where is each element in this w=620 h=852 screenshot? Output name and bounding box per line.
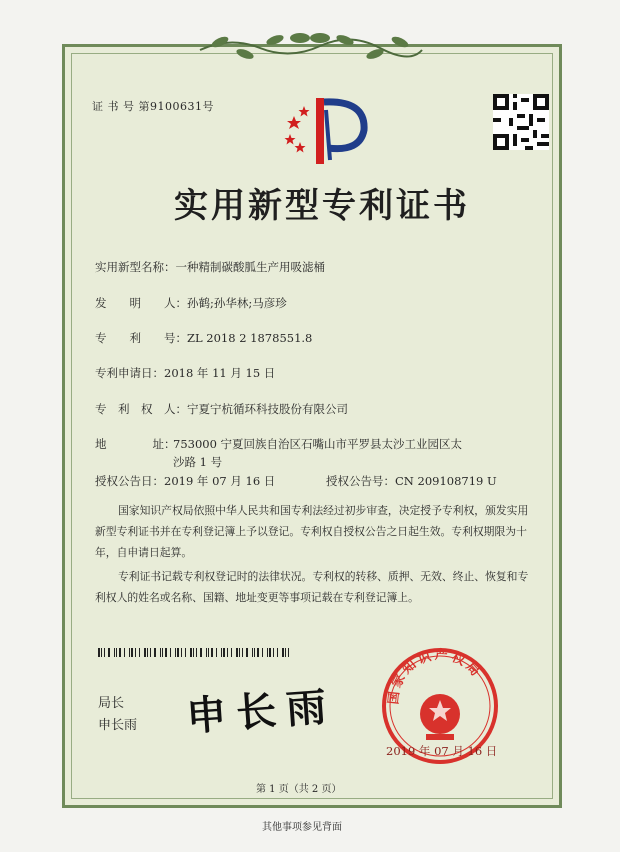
field-label: 实用新型名称： bbox=[95, 260, 176, 274]
barcode-bar bbox=[211, 648, 213, 657]
field-grant-date bbox=[95, 473, 275, 489]
field-patent-number bbox=[95, 330, 312, 346]
barcode-bar bbox=[273, 648, 274, 657]
qr-code-icon bbox=[493, 94, 549, 150]
field-value: 一种精制碳酸胍生产用吸滤桶 bbox=[175, 260, 325, 274]
paragraph-line: 国家知识产权局依照中华人民共和国专利法经过初步审查，决定授予专利权，颁发实用 bbox=[118, 504, 529, 517]
barcode-bar bbox=[288, 648, 289, 657]
certificate-title: 实用新型专利证书 bbox=[174, 186, 470, 226]
field-value: 宁夏宁杭循环科技股份有限公司 bbox=[187, 402, 348, 416]
field-utility-model-name bbox=[95, 259, 325, 275]
barcode-bar bbox=[196, 648, 197, 657]
barcode-bar bbox=[257, 648, 259, 657]
barcode-bar bbox=[193, 648, 194, 657]
barcode-bar bbox=[208, 648, 209, 657]
paragraph-line: 年，自申请日起算。 bbox=[95, 546, 193, 559]
barcode-bar bbox=[221, 648, 222, 657]
barcode-bar bbox=[131, 648, 133, 657]
barcode-bar bbox=[223, 648, 225, 657]
field-label: 专 利 权 人： bbox=[95, 402, 187, 416]
patent-office-logo-icon bbox=[280, 90, 376, 170]
barcode-bar bbox=[185, 648, 186, 657]
field-patentee bbox=[95, 401, 348, 417]
field-label: 授权公告日： bbox=[95, 474, 164, 488]
barcode-bar bbox=[227, 648, 228, 657]
barcode-bar bbox=[162, 648, 163, 657]
barcode-bar bbox=[101, 648, 102, 657]
page-indicator: 第 1 页（共 2 页） bbox=[256, 784, 342, 795]
field-publication-number bbox=[326, 473, 497, 489]
field-address-line1: 753000 宁夏回族自治区石嘴山市平罗县太沙工业园区太 bbox=[173, 437, 463, 451]
field-application-date bbox=[95, 365, 275, 381]
official-name: 申长雨 bbox=[98, 718, 138, 733]
barcode-bar bbox=[150, 648, 151, 657]
barcode-bar bbox=[124, 648, 125, 657]
field-label: 专利申请日： bbox=[95, 366, 164, 380]
signature: 申长雨 bbox=[184, 682, 338, 741]
barcode-bar bbox=[116, 648, 117, 657]
barcode-bar bbox=[165, 648, 167, 657]
barcode-bar bbox=[236, 648, 238, 657]
barcode-bar bbox=[139, 648, 140, 657]
seal-text: 国家知识产权局 bbox=[386, 647, 485, 706]
barcode-bar bbox=[206, 648, 207, 657]
barcode-bar bbox=[269, 648, 271, 657]
paragraph-line: 专利证书记载专利权登记时的法律状况。专利权的转移、质押、无效、终止、恢复和专 bbox=[118, 570, 529, 583]
field-address-label: 地 址： bbox=[95, 437, 176, 451]
barcode-bar bbox=[246, 648, 248, 657]
barcode-bar bbox=[114, 648, 115, 657]
barcode-bar bbox=[181, 648, 182, 657]
field-value: CN 209108719 U bbox=[395, 474, 497, 488]
seal-date: 2019 年 07 月 16 日 bbox=[386, 744, 498, 758]
ornament-vine-icon bbox=[190, 28, 430, 64]
barcode-bar bbox=[282, 648, 284, 657]
barcode-bar bbox=[190, 648, 192, 657]
field-value: ZL 2018 2 1878551.8 bbox=[187, 331, 313, 345]
field-value: 孙鹤;孙华林;马彦珍 bbox=[187, 296, 287, 310]
barcode-bar bbox=[98, 648, 100, 657]
barcode-bar bbox=[200, 648, 202, 657]
barcode-bar bbox=[262, 648, 263, 657]
barcode-bar bbox=[147, 648, 148, 657]
barcode-bar bbox=[242, 648, 243, 657]
field-label: 授权公告号： bbox=[326, 474, 395, 488]
barcode-bar bbox=[129, 648, 130, 657]
barcode-bar bbox=[170, 648, 171, 657]
field-value: 2019 年 07 月 16 日 bbox=[164, 474, 276, 488]
barcode-bar bbox=[144, 648, 146, 657]
barcode-bar bbox=[252, 648, 253, 657]
field-label: 发 明 人： bbox=[95, 296, 187, 310]
field-value: 2018 年 11 月 15 日 bbox=[164, 366, 276, 380]
barcode-bar bbox=[277, 648, 278, 657]
field-address-line2: 沙路 1 号 bbox=[173, 455, 223, 469]
paragraph-line: 利权人的姓名或名称、国籍、地址变更等事项记载在专利登记簿上。 bbox=[95, 591, 419, 604]
barcode-bar bbox=[177, 648, 179, 657]
barcode-bar bbox=[254, 648, 255, 657]
barcode-bar bbox=[175, 648, 176, 657]
field-inventors bbox=[95, 295, 287, 311]
bottom-note: 其他事项参见背面 bbox=[262, 822, 342, 833]
barcode-bar bbox=[267, 648, 268, 657]
barcode-bar bbox=[216, 648, 217, 657]
barcode-bar bbox=[285, 648, 286, 657]
certificate-number: 证 书 号 第9100631号 bbox=[92, 100, 214, 113]
barcode-bar bbox=[239, 648, 240, 657]
barcode-bar bbox=[231, 648, 232, 657]
official-title: 局长 bbox=[98, 696, 125, 711]
barcode-bar bbox=[104, 648, 105, 657]
field-label: 专 利 号： bbox=[95, 331, 187, 345]
barcode-bar bbox=[160, 648, 161, 657]
barcode-bar bbox=[154, 648, 156, 657]
barcode-bar bbox=[108, 648, 110, 657]
paragraph-line: 新型专利证书并在专利登记簿上予以登记。专利权自授权公告之日起生效。专利权期限为十 bbox=[95, 525, 527, 538]
barcode-bar bbox=[135, 648, 136, 657]
barcode-bar bbox=[119, 648, 121, 657]
barcode-icon bbox=[98, 648, 292, 657]
